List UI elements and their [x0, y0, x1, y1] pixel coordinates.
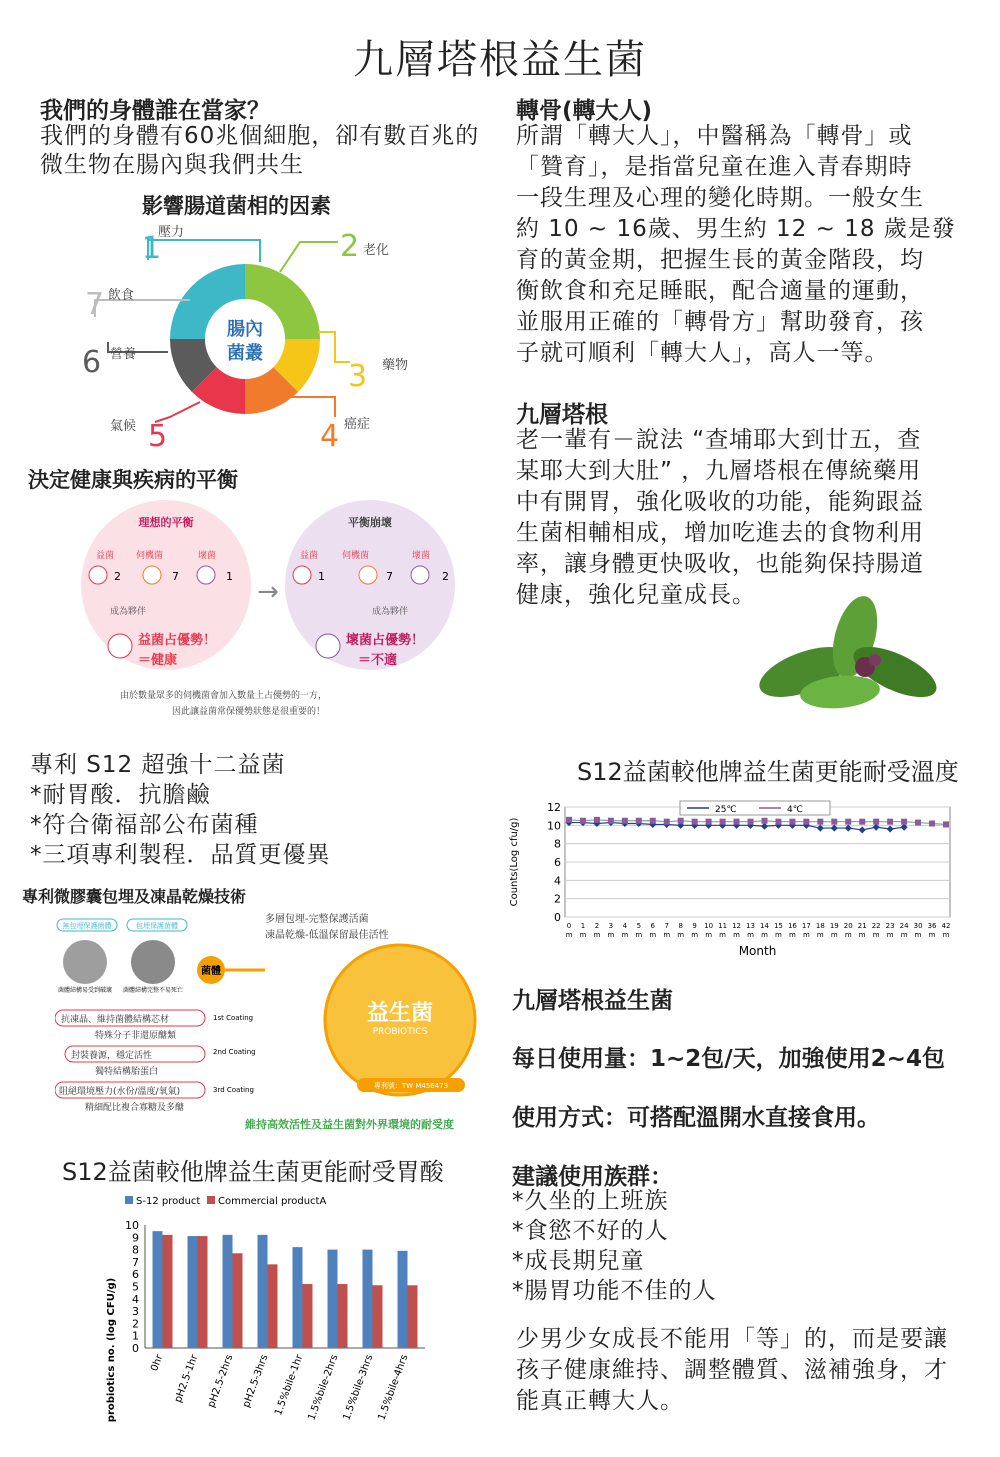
factors-title: 影響腸道菌相的因素	[142, 194, 331, 218]
x-tick-label: 2	[594, 922, 600, 930]
data-point	[789, 819, 795, 825]
x-tick-label: 30	[913, 922, 923, 930]
y-tick-label: 1	[132, 1329, 139, 1343]
temp-chart-title: S12益菌較他牌益生菌更能耐受溫度	[577, 758, 959, 786]
bone-line-8: 子就可順利「轉大人」，高人一等。	[516, 340, 889, 366]
x-tick-label: 0	[566, 922, 572, 930]
coating-3: 3rd Coating	[213, 1086, 254, 1094]
method-text: 使用方式：可搭配溫開水直接食用。	[512, 1105, 880, 1131]
sphere-title: 益生菌	[366, 1001, 434, 1026]
x-tick-label: 5	[636, 922, 642, 930]
s12-title: 專利 S12 超強十二益菌	[30, 752, 286, 778]
y-tick-label: 4	[554, 874, 561, 888]
x-tick-unit: m	[565, 931, 573, 939]
x-tick-unit: m	[788, 931, 796, 939]
x-tick-label: 1.5%bile-4hrs	[376, 1353, 411, 1422]
factor-4-label: 癌症	[344, 417, 371, 432]
x-tick-unit: m	[775, 931, 782, 939]
root-title: 九層塔根	[516, 402, 608, 428]
body-question-title: 我們的身體誰在當家？	[40, 98, 270, 124]
x-tick-label: 16	[787, 922, 797, 930]
bar	[293, 1247, 303, 1348]
factor-6-number: 6	[82, 345, 102, 380]
x-tick-unit: m	[761, 931, 768, 939]
basil-leaves-image	[745, 592, 945, 722]
x-tick-label: pH2.5-1hr	[172, 1353, 201, 1405]
data-point	[622, 818, 628, 824]
data-point	[692, 819, 698, 825]
data-point	[636, 818, 642, 824]
y-tick-label: 5	[132, 1280, 139, 1294]
bar	[268, 1264, 278, 1348]
bar	[398, 1251, 408, 1348]
tag-coating: 包埋保護菌體	[136, 922, 178, 930]
body-question-line-1: 我們的身體有60兆個細胞，卻有數百兆的	[40, 123, 480, 149]
broken-result-line-1: 壞菌占優勢！	[346, 633, 425, 648]
ideal-result-line-2: ＝健康	[138, 653, 178, 668]
data-point	[761, 818, 767, 824]
x-tick-label: 20	[843, 922, 853, 930]
factors-center-line-2: 菌叢	[227, 343, 263, 364]
coating-1: 1st Coating	[213, 1014, 254, 1022]
bone-title: 轉骨(轉大人)	[516, 98, 653, 124]
balance-diagram	[80, 500, 480, 730]
y-tick-label: 0	[554, 911, 561, 924]
arrow-icon: →	[257, 577, 279, 607]
factor-5-number: 5	[148, 419, 168, 452]
root-line-3: 中有開胃，強化吸收的功能，能夠跟益	[516, 489, 924, 515]
balance-note-line-2: 因此讓益菌常保優勢狀態是很重要的！	[172, 707, 326, 717]
bone-line-1: 所謂「轉大人」，中醫稱為「轉骨」或	[516, 123, 913, 149]
broken-ratio-good: 1	[318, 570, 325, 583]
ideal-ratio-good: 2	[114, 570, 121, 583]
x-tick-unit: m	[844, 931, 852, 939]
y-tick-label: 0	[132, 1342, 139, 1355]
factor-3-number: 3	[348, 359, 368, 394]
factor-7-label: 飲食	[108, 288, 135, 303]
target-4: *腸胃功能不佳的人	[512, 1278, 717, 1304]
y-tick-label: 8	[554, 837, 561, 851]
x-tick-label: 21	[857, 922, 867, 930]
data-point	[943, 821, 949, 827]
x-tick-label: 9	[692, 922, 697, 930]
s12-point-1: *耐胃酸．抗膽鹼	[30, 782, 211, 808]
factor-1-number: 1	[142, 231, 162, 266]
ideal-ratio-neutral: 7	[172, 570, 179, 583]
y-axis-label: probiotics no. (log CFU/g)	[106, 1277, 117, 1423]
x-tick-label: 1.5%bile-3hrs	[341, 1353, 376, 1422]
x-tick-label: 22	[871, 922, 881, 930]
s12-point-3: *三項專利製程．品質更優異	[30, 842, 331, 868]
balance-note-line-1: 由於數量眾多的伺機菌會加入數量上占優勢的一方，	[120, 691, 328, 701]
data-point	[803, 819, 809, 825]
layer-2: 封裝養源，穩定活性	[71, 1051, 153, 1061]
legend-label: 4℃	[787, 805, 803, 815]
x-tick-label: 42	[941, 922, 951, 930]
bar	[338, 1284, 348, 1348]
data-point	[775, 819, 781, 825]
x-axis-label: Month	[738, 944, 777, 958]
factor-5-label: 氣候	[110, 419, 137, 434]
x-tick-label: 15	[773, 922, 783, 930]
bone-line-4: 約 10 ~ 16歲、男生約 12 ~ 18 歲是發	[516, 216, 956, 242]
data-point	[748, 819, 754, 825]
y-tick-label: 9	[132, 1231, 139, 1245]
x-tick-label: 19	[829, 922, 839, 930]
ideal-balance-title: 理想的平衡	[138, 516, 194, 529]
x-tick-label: 36	[927, 922, 937, 930]
x-tick-unit: m	[593, 931, 601, 939]
y-tick-label: 6	[554, 856, 561, 869]
y-tick-label: 12	[547, 801, 561, 814]
x-tick-unit: m	[719, 931, 727, 939]
data-point	[817, 819, 823, 825]
root-line-6: 健康，強化兒童成長。	[516, 582, 756, 608]
balance-title: 決定健康與疾病的平衡	[28, 468, 238, 492]
factor-6-label: 營養	[110, 347, 137, 362]
x-tick-label: 0hr	[149, 1353, 166, 1373]
x-tick-label: 3	[608, 922, 614, 930]
ideal-result-line-1: 益菌占優勢！	[138, 633, 217, 648]
x-tick-unit: m	[747, 931, 754, 939]
bone-line-7: 並服用正確的「轉骨方」幫助發育，孩	[516, 309, 924, 335]
legend-label: 25℃	[715, 805, 737, 815]
broken-ratio-neutral: 7	[386, 570, 393, 583]
y-tick-label: 10	[547, 819, 561, 833]
x-tick-unit: m	[900, 931, 908, 939]
x-tick-label: 12	[732, 922, 742, 930]
data-point	[873, 819, 879, 825]
tech-title: 專利微膠囊包埋及凍晶乾燥技術	[22, 887, 247, 906]
x-tick-unit: m	[942, 931, 950, 939]
y-tick-label: 10	[125, 1219, 139, 1232]
bone-line-6: 衡飲食和充足睡眠，配合適量的運動，	[516, 278, 924, 304]
bar	[188, 1236, 198, 1348]
target-title: 建議使用族群：	[512, 1164, 673, 1190]
data-point	[859, 826, 866, 833]
bullet-2: 凍晶乾燥-低溫保留最佳活性	[265, 930, 389, 941]
x-tick-label: pH2.5-2hrs	[206, 1353, 236, 1410]
data-point	[901, 824, 908, 831]
tag-no-coating: 無包埋保護菌體	[62, 922, 112, 930]
x-tick-label: 4	[622, 922, 628, 930]
bar	[363, 1250, 373, 1348]
data-point	[706, 819, 712, 825]
x-tick-label: 24	[899, 922, 909, 930]
patent-number: 專利號：TW M456473	[373, 1082, 449, 1090]
legend-swatch	[125, 1196, 133, 1204]
usage-text: 每日使用量：1~2包/天，加強使用2~4包	[512, 1046, 945, 1072]
bar	[198, 1236, 208, 1348]
x-tick-unit: m	[733, 931, 740, 939]
bullet-1: 多層包埋-完整保護活菌	[265, 914, 369, 925]
x-tick-unit: m	[677, 931, 685, 939]
microencapsulation-diagram	[55, 908, 500, 1138]
data-point	[720, 819, 726, 825]
root-line-4: 生菌相輔相成，增加吃進去的食物利用	[516, 520, 924, 546]
x-tick-unit: m	[914, 931, 922, 939]
x-tick-label: 11	[718, 922, 728, 930]
y-tick-label: 4	[132, 1292, 139, 1306]
broken-result-line-2: ＝不適	[358, 653, 398, 668]
data-point	[831, 819, 837, 825]
cap-no-coating: 菌體結構易受到破壞	[57, 987, 113, 994]
product-title: 九層塔根益生菌	[512, 988, 673, 1014]
legend-swatch	[207, 1196, 215, 1204]
x-tick-label: 14	[760, 922, 769, 930]
data-point	[580, 818, 586, 824]
temperature-line-chart	[505, 797, 960, 967]
x-tick-unit: m	[621, 931, 629, 939]
broken-good-label: 益菌	[300, 551, 319, 561]
bar	[163, 1235, 173, 1348]
target-2: *食慾不好的人	[512, 1218, 669, 1244]
x-tick-unit: m	[607, 931, 615, 939]
x-tick-label: 6	[650, 922, 656, 930]
data-point	[859, 819, 865, 825]
page-title: 九層塔根益生菌	[353, 37, 647, 83]
bone-line-3: 一段生理及心理的變化時期。一般女生	[516, 185, 924, 211]
x-tick-unit: m	[691, 931, 699, 939]
data-point	[678, 818, 684, 824]
broken-ratio-bad: 2	[442, 570, 449, 583]
ideal-ratio-bad: 1	[226, 570, 233, 583]
closing-line-3: 能真正轉大人。	[516, 1388, 684, 1414]
root-line-2: 某耶大到大肚” ，九層塔根在傳統藥用	[516, 458, 922, 484]
y-tick-label: 3	[132, 1305, 139, 1319]
bad-bacteria-icon	[316, 634, 340, 658]
closing-line-1: 少男少女成長不能用「等」的，而是要讓	[516, 1326, 948, 1352]
x-tick-label: 1.5%bile-1hr	[273, 1353, 306, 1418]
legend-label: Commercial productA	[218, 1196, 327, 1207]
bar	[233, 1253, 243, 1348]
bone-line-2: 「贊育」，是指當兒童在進入青春期時	[516, 154, 913, 180]
target-3: *成長期兒童	[512, 1248, 645, 1274]
x-tick-unit: m	[635, 931, 643, 939]
layer-3: 阻絕環境壓力(水份/溫度/氧氣)	[59, 1087, 181, 1097]
data-point	[887, 825, 894, 832]
broken-partner-label: 成為夥伴	[372, 607, 409, 617]
bar	[153, 1231, 163, 1348]
x-tick-unit: m	[705, 931, 713, 939]
y-tick-label: 2	[554, 892, 561, 906]
broken-bad-label: 壞菌	[412, 551, 431, 561]
data-point	[929, 821, 935, 827]
acid-bar-chart	[100, 1190, 440, 1440]
layer-1b: 特殊分子非還原醣類	[95, 1031, 177, 1041]
ideal-good-label: 益菌	[96, 551, 115, 561]
bar	[373, 1285, 383, 1348]
x-tick-unit: m	[872, 931, 880, 939]
broken-balance-title: 平衡崩壞	[348, 516, 392, 529]
factor-4-number: 4	[320, 419, 340, 452]
root-line-1: 老一輩有－說法 “查埔耶大到廿五，查	[516, 427, 922, 453]
data-point	[594, 817, 600, 823]
x-tick-label: 18	[815, 922, 825, 930]
bar	[303, 1284, 313, 1348]
x-tick-label: 23	[885, 922, 895, 930]
closing-line-2: 孩子健康維持、調整體質、滋補強身，才	[516, 1357, 948, 1383]
data-point	[901, 819, 907, 825]
factor-2-label: 老化	[363, 243, 390, 258]
ideal-bad-label: 壞菌	[198, 551, 217, 561]
factor-3-label: 藥物	[382, 358, 409, 373]
good-bacteria-icon	[108, 634, 132, 658]
cap-coating: 菌體結構完整不易死亡	[122, 987, 184, 994]
coating-2: 2nd Coating	[213, 1048, 256, 1056]
x-tick-unit: m	[858, 931, 866, 939]
x-tick-label: 10	[704, 922, 714, 930]
factor-1-label: 壓力	[158, 225, 185, 240]
data-point	[761, 823, 768, 830]
body-label: 菌體	[201, 966, 221, 977]
x-tick-label: pH2.5-3hrs	[241, 1353, 271, 1410]
bar	[223, 1235, 233, 1348]
data-point	[915, 820, 921, 826]
data-point	[734, 819, 740, 825]
x-tick-unit: m	[816, 931, 824, 939]
x-tick-unit: m	[649, 931, 657, 939]
broken-neutral-label: 伺機菌	[342, 551, 370, 561]
s12-point-2: *符合衛福部公布菌種	[30, 812, 259, 838]
x-tick-label: 8	[678, 922, 683, 930]
x-tick-unit: m	[579, 931, 587, 939]
x-tick-unit: m	[830, 931, 838, 939]
sphere-subtitle: PROBIOTICS	[372, 1027, 428, 1037]
x-tick-label: 17	[801, 922, 811, 930]
layer-2b: 獨特結構胎蛋白	[95, 1067, 159, 1077]
data-point	[887, 819, 893, 825]
ideal-partner-label: 成為夥伴	[110, 607, 147, 617]
x-tick-unit: m	[928, 931, 936, 939]
data-point	[845, 819, 851, 825]
ideal-neutral-label: 伺機菌	[136, 551, 164, 561]
layer-1: 抗凍晶、維持菌體結構芯材	[61, 1015, 170, 1025]
x-tick-label: 1	[580, 922, 586, 930]
y-tick-label: 6	[132, 1268, 139, 1282]
data-point	[650, 818, 656, 824]
x-tick-unit: m	[663, 931, 671, 939]
bar	[408, 1285, 418, 1348]
y-tick-label: 2	[132, 1317, 139, 1331]
x-tick-label: 1.5%bile-2hrs	[306, 1353, 341, 1422]
data-point	[608, 818, 614, 824]
x-tick-label: 7	[664, 922, 669, 930]
y-tick-label: 8	[132, 1243, 139, 1257]
x-tick-unit: m	[802, 931, 810, 939]
body-question-line-2: 微生物在腸內與我們共生	[40, 152, 304, 178]
data-point	[566, 817, 572, 823]
layer-3b: 精細配比複合寡糖及多醣	[85, 1103, 185, 1113]
root-line-5: 率，讓身體更快吸收，也能夠保持腸道	[516, 551, 924, 577]
x-tick-label: 13	[746, 922, 755, 930]
bar	[328, 1250, 338, 1348]
y-tick-label: 7	[132, 1255, 139, 1269]
factors-center-line-1: 腸內	[227, 319, 263, 340]
data-point	[873, 824, 880, 831]
bone-line-5: 育的黃金期，把握生長的黃金階段，均	[516, 247, 924, 273]
factor-7-number: 7	[85, 287, 105, 322]
legend-label: S-12 product	[136, 1196, 201, 1207]
x-tick-unit: m	[886, 931, 894, 939]
bar	[258, 1235, 268, 1348]
data-point	[664, 819, 670, 825]
y-axis-label: Counts(Log cfu/g)	[509, 817, 520, 907]
target-1: *久坐的上班族	[512, 1188, 669, 1214]
tech-footer: 維持高效活性及益生菌對外界環境的耐受度	[245, 1118, 454, 1131]
factor-2-number: 2	[340, 229, 360, 264]
factors-diagram	[80, 222, 440, 452]
acid-chart-title: S12益菌較他牌益生菌更能耐受胃酸	[62, 1158, 444, 1186]
